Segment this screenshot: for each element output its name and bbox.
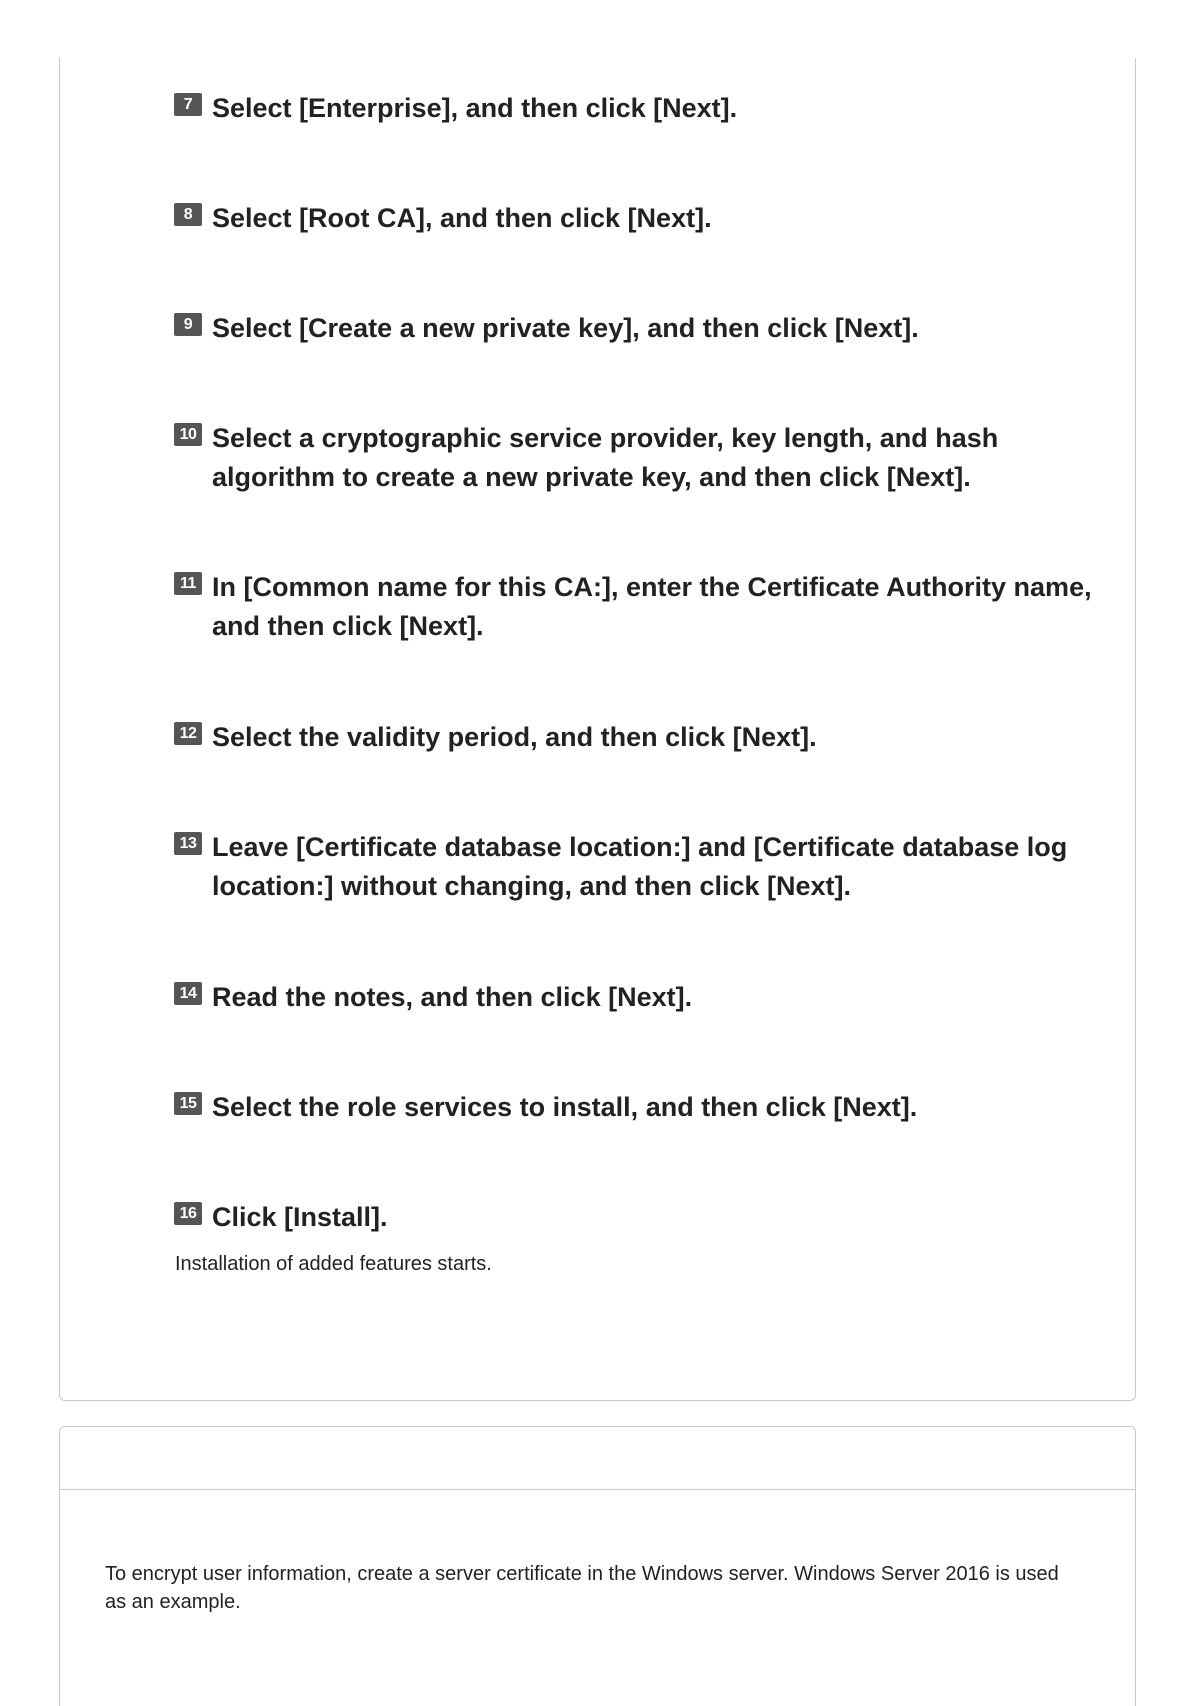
step-instruction: Select the role services to install, and then click [Next].	[212, 1092, 918, 1122]
step-10	[174, 419, 1094, 497]
step-instruction: Select a cryptographic service provider, key length, and hash algorithm to create a new private key, and then click [Next].	[212, 423, 999, 492]
step-16	[174, 1198, 1094, 1237]
card-header-divider	[60, 1489, 1135, 1490]
step-instruction: Select [Create a new private key], and then click [Next].	[212, 313, 919, 343]
step-number-badge: 12	[174, 722, 202, 745]
step-number-badge: 11	[174, 572, 202, 595]
step-number-badge: 13	[174, 832, 202, 855]
step-12	[174, 718, 1094, 757]
step-number-badge: 14	[174, 982, 202, 1005]
step-instruction: Select [Root CA], and then click [Next].	[212, 203, 712, 233]
step-instruction: In [Common name for this CA:], enter the Certificate Authority name, and then click [Next].	[212, 572, 1092, 641]
step-number-badge: 15	[174, 1092, 202, 1115]
step-instruction: Click [Install].	[212, 1202, 388, 1232]
step-number-badge: 10	[174, 423, 202, 446]
step-number-badge: 16	[174, 1202, 202, 1225]
section-intro-text: To encrypt user information, create a server certificate in the Windows server. Windows Server 2016 is used as an example.	[105, 1563, 1059, 1613]
step-9	[174, 309, 1094, 348]
step-number-badge: 9	[174, 313, 202, 336]
step-instruction: Read the notes, and then click [Next].	[212, 982, 693, 1012]
step-13	[174, 828, 1094, 906]
step-8	[174, 199, 1094, 238]
step-number-badge: 8	[174, 203, 202, 226]
step-14	[174, 978, 1094, 1017]
step-11	[174, 568, 1094, 646]
step-instruction: Leave [Certificate database location:] and [Certificate database log location:] without changing, and then click [Next].	[212, 832, 1068, 901]
step-number-badge: 7	[174, 93, 202, 116]
step-instruction: Select the validity period, and then click [Next].	[212, 722, 817, 752]
step-7	[174, 89, 1094, 128]
step-instruction: Select [Enterprise], and then click [Next].	[212, 93, 738, 123]
step-15	[174, 1088, 1094, 1127]
step-16-result-note: Installation of added features starts.	[175, 1253, 492, 1275]
